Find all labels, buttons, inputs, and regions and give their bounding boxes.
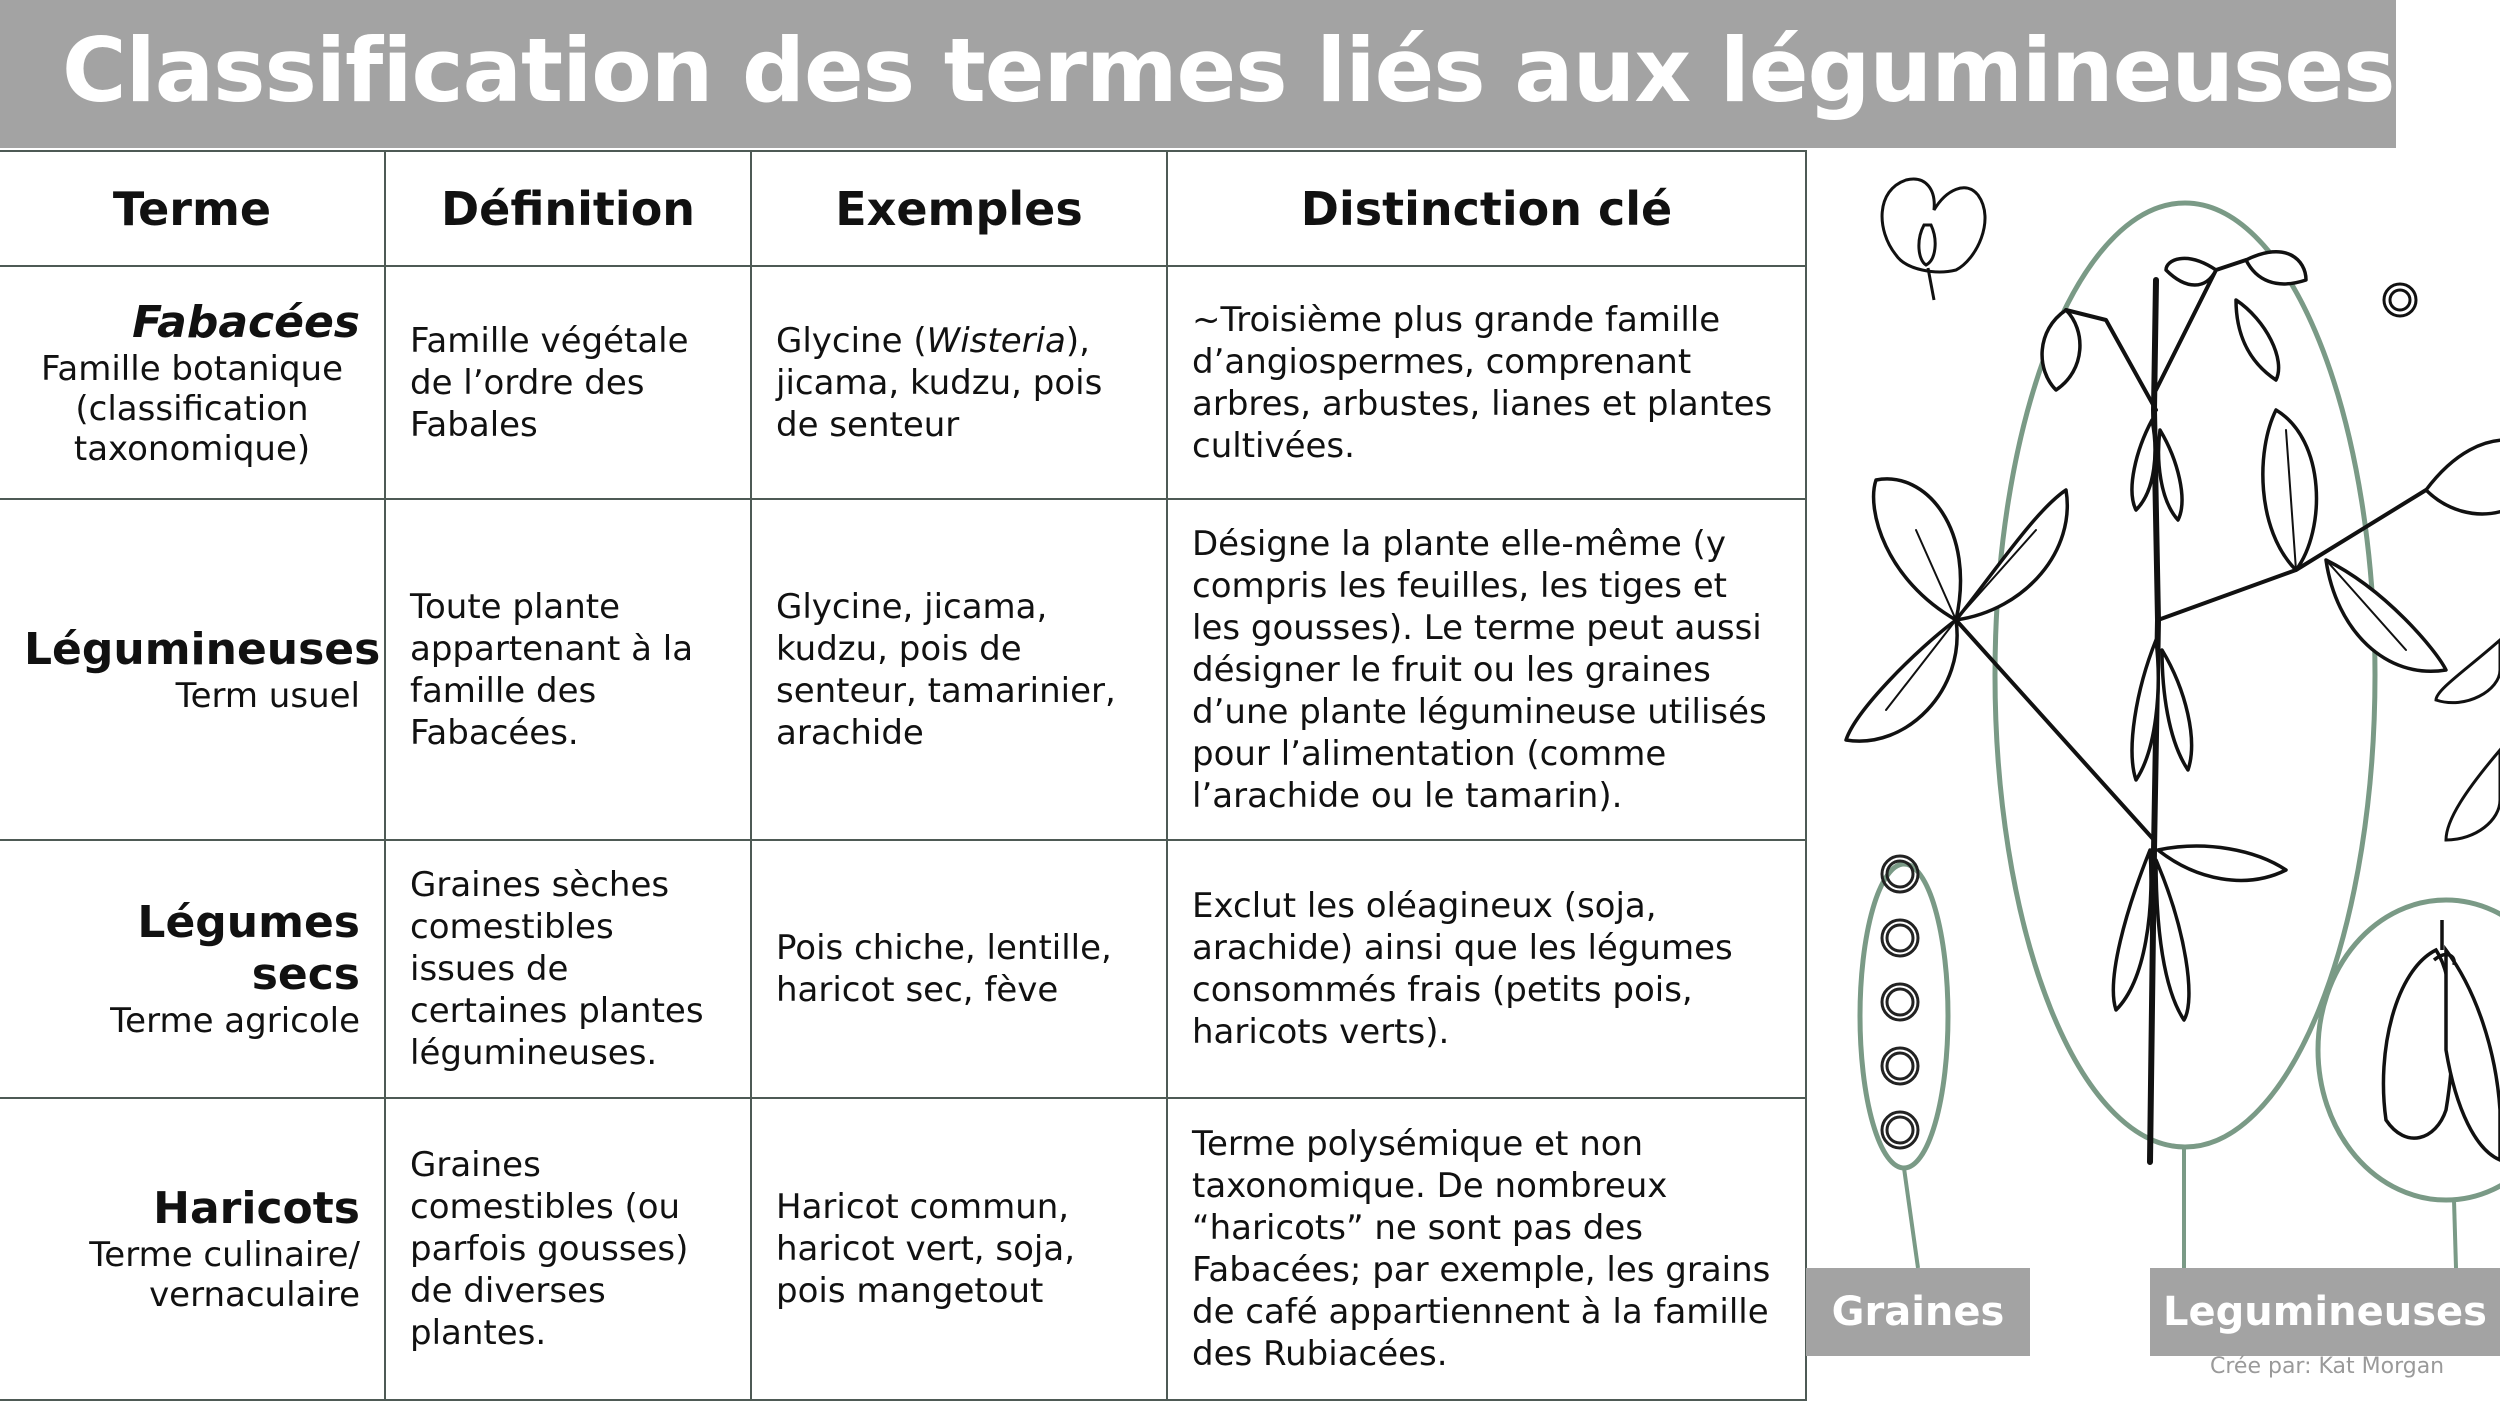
title-bar [0,0,2396,148]
flower-drawing [1882,179,1985,300]
definition-cell: Graines comestibles (ou parfois gousses) de diverses plantes. [385,1098,751,1400]
distinction-cell: ~Troisième plus grande famille d’angiospermes, comprenant arbres, arbustes, lianes et plantes cultivées. [1167,266,1806,499]
distinction-cell: Désigne la plante elle-même (y compris les feuilles, les tiges et les gousses). Le terme peut aussi désigner le fruit ou les graines d’une plante légumineuse utilisés pour l’alimentation (comme l’arachide ou le tamarin). [1167,499,1806,840]
examples-cell: Haricot commun, haricot vert, soja, pois mangetout [751,1098,1167,1400]
examples-cell: Glycine, jicama, kudzu, pois de senteur, tamarinier, arachide [751,499,1167,840]
term-name: Légumes secs [137,897,360,1000]
term-subtitle: Terme agricole [110,1001,360,1041]
classification-table [0,150,1807,1401]
term-subtitle: Famille botanique (classification taxonomique) [40,348,344,469]
seed-icons [1882,856,1918,1148]
term-name: Haricots [153,1183,360,1234]
term-cell [0,840,385,1098]
table-row [0,266,1806,499]
table-row [0,499,1806,840]
term-name: Légumineuses [24,623,381,675]
term-cell [0,1098,385,1400]
pod-closeup-drawing [2383,920,2500,1160]
definition-cell: Toute plante appartenant à la famille des Fabacées. [385,499,751,840]
term-name: Fabacées [132,296,360,348]
examples-text: Glycine ( [776,320,927,361]
table-row [0,1098,1806,1400]
examples-cell [751,266,1167,499]
header-term: Terme [0,151,385,266]
seeds-label: Graines [1806,1268,2030,1356]
legumes-label: Legumineuses [2150,1268,2500,1356]
definition-cell: Famille végétale de l’ordre des Fabales [385,266,751,499]
header-examples: Exemples [751,151,1167,266]
examples-cell: Pois chiche, lentille, haricot sec, fève [751,840,1167,1098]
term-subtitle: Term usuel [175,675,360,716]
table-row [0,840,1806,1098]
examples-italic-text: Wisteria [926,320,1066,361]
header-distinction: Distinction clé [1167,151,1806,266]
header-row [0,151,1806,266]
distinction-cell: Exclut les oléagineux (soja, arachide) ainsi que les légumes consommés frais (petits pois, haricots verts). [1167,840,1806,1098]
distinction-cell: Terme polysémique et non taxonomique. De nombreux “haricots” ne sont pas des Fabacées; par exemple, les grains de café appartiennent à la famille des Rubiacées. [1167,1098,1806,1400]
legume-plant-illustration [1806,150,2500,1404]
term-cell [0,499,385,840]
seed-drawing [2384,284,2416,316]
term-cell [0,266,385,499]
credit-text: Crée par: Kat Morgan [2210,1354,2445,1379]
definition-cell: Graines sèches comestibles issues de certaines plantes légumineuses. [385,840,751,1098]
header-definition: Définition [385,151,751,266]
examples-text: ), jicama, kudzu, pois de senteur [776,320,1103,445]
page-title: Classification des termes liés aux légumineuses [62,19,2395,122]
seed-pod-outline [1860,864,1948,1168]
term-subtitle: Terme culinaire/ vernaculaire [89,1235,360,1315]
